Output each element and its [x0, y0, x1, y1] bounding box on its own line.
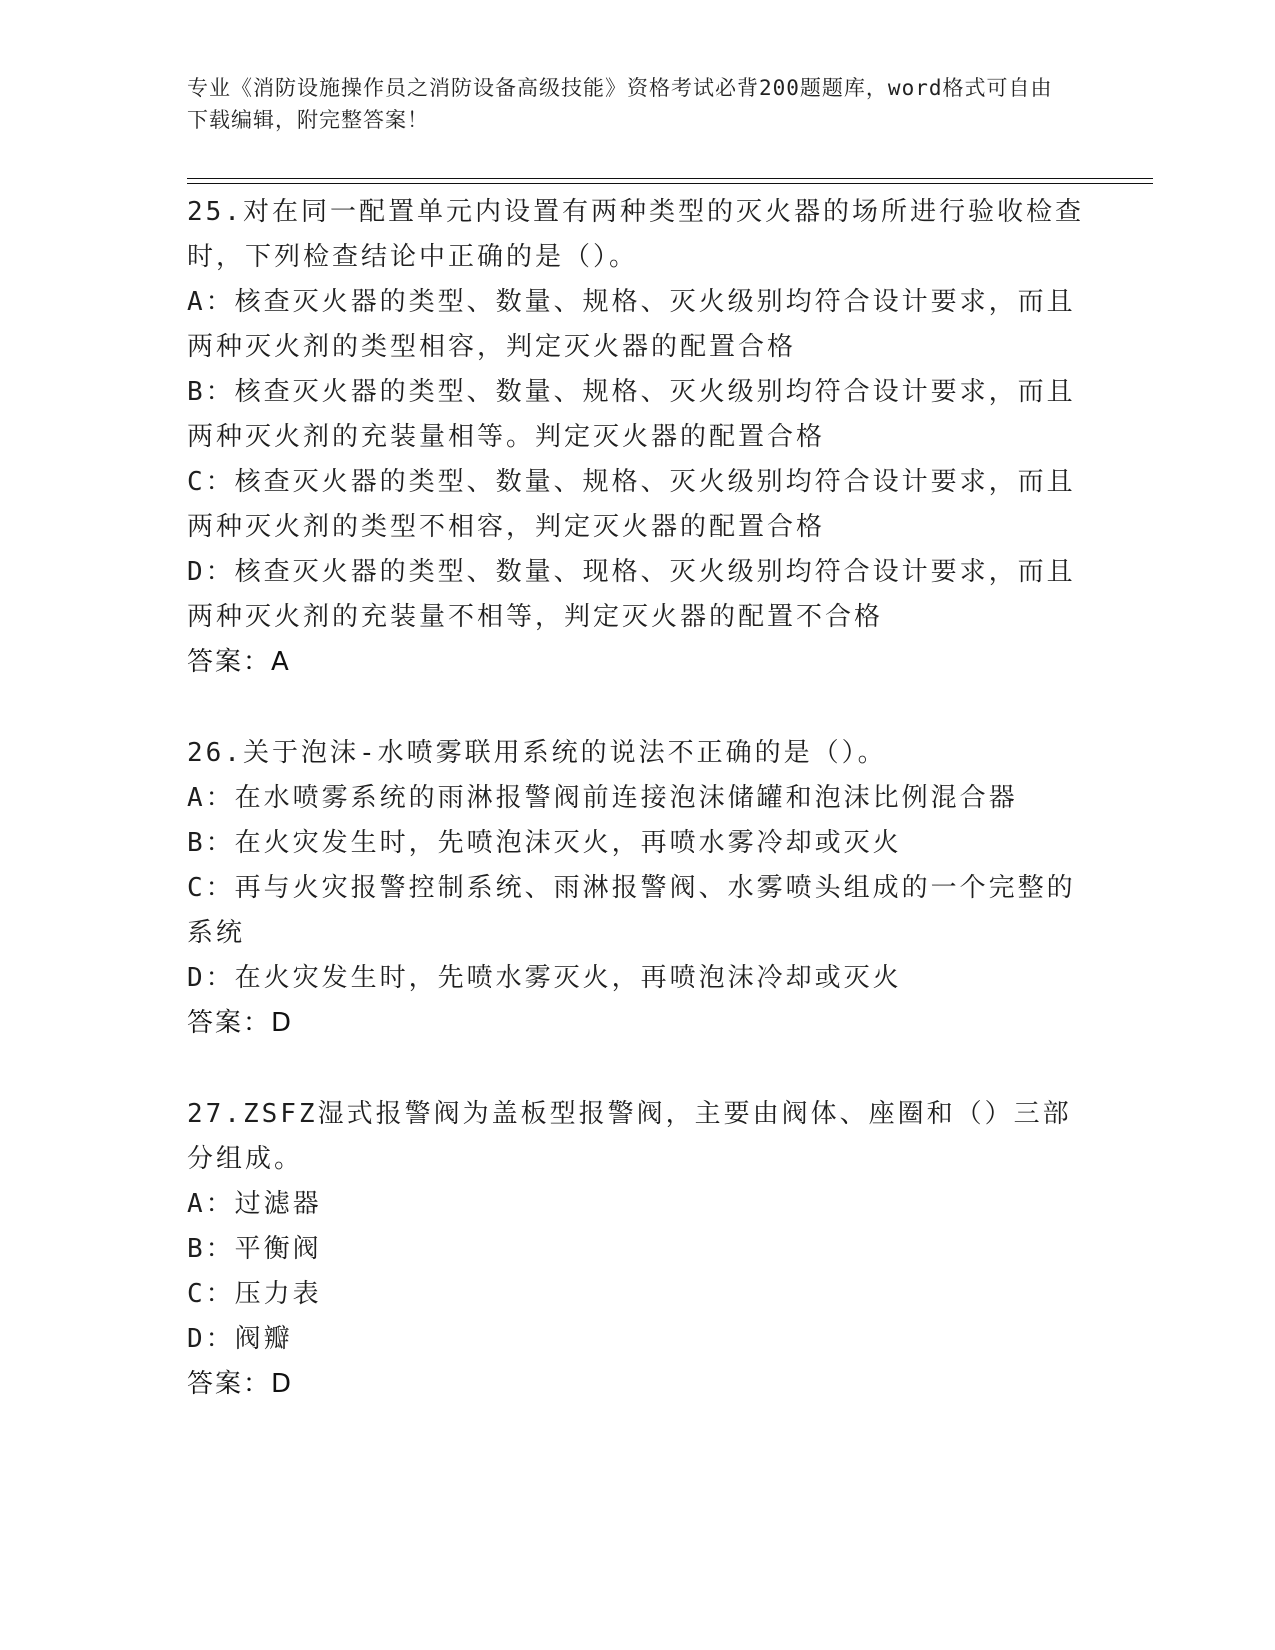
option-c: C：再与火灾报警控制系统、雨淋报警阀、水雾喷头组成的一个完整的系统: [187, 873, 1076, 948]
option-b: B：平衡阀: [187, 1234, 322, 1264]
option-a: A：核查灭火器的类型、数量、规格、灭火级别均符合设计要求，而且两种灭火剂的类型相容，判定灭火器的配置合格: [187, 287, 1076, 362]
option-b: B：核查灭火器的类型、数量、规格、灭火级别均符合设计要求，而且两种灭火剂的充装量相等。判定灭火器的配置合格: [187, 377, 1076, 452]
option-d: D：在火灾发生时，先喷水雾灭火，再喷泡沫冷却或灭火: [187, 963, 902, 993]
option-c: C：压力表: [187, 1279, 322, 1309]
header-divider-bottom: [187, 183, 1153, 184]
answer-line: 答案：A: [187, 647, 291, 677]
answer-line: 答案：D: [187, 1008, 294, 1038]
question-stem: 27.ZSFZ湿式报警阀为盖板型报警阀，主要由阀体、座圈和（）三部分组成。: [187, 1099, 1072, 1174]
question-25: [187, 190, 1087, 685]
option-a: A：在水喷雾系统的雨淋报警阀前连接泡沫储罐和泡沫比例混合器: [187, 783, 1018, 813]
option-a: A：过滤器: [187, 1189, 322, 1219]
document-header: 专业《消防设施操作员之消防设备高级技能》资格考试必背200题题库，word格式可自由下载编辑，附完整答案！: [187, 76, 1053, 132]
question-26: [187, 731, 1087, 1046]
option-d: D：核查灭火器的类型、数量、现格、灭火级别均符合设计要求，而且两种灭火剂的充装量不相等，判定灭火器的配置不合格: [187, 557, 1076, 632]
option-c: C：核查灭火器的类型、数量、规格、灭火级别均符合设计要求，而且两种灭火剂的类型不相容，判定灭火器的配置合格: [187, 467, 1076, 542]
answer-line: 答案：D: [187, 1369, 294, 1399]
question-27: [187, 1092, 1087, 1407]
question-stem: 26.关于泡沫-水喷雾联用系统的说法不正确的是（）。: [187, 738, 887, 768]
option-b: B：在火灾发生时，先喷泡沫灭火，再喷水雾冷却或灭火: [187, 828, 902, 858]
header-divider-top: [187, 178, 1153, 179]
question-stem: 25.对在同一配置单元内设置有两种类型的灭火器的场所进行验收检查时，下列检查结论中正确的是（）。: [187, 197, 1084, 272]
question-list: [187, 190, 1087, 1453]
option-d: D：阀瓣: [187, 1324, 293, 1354]
